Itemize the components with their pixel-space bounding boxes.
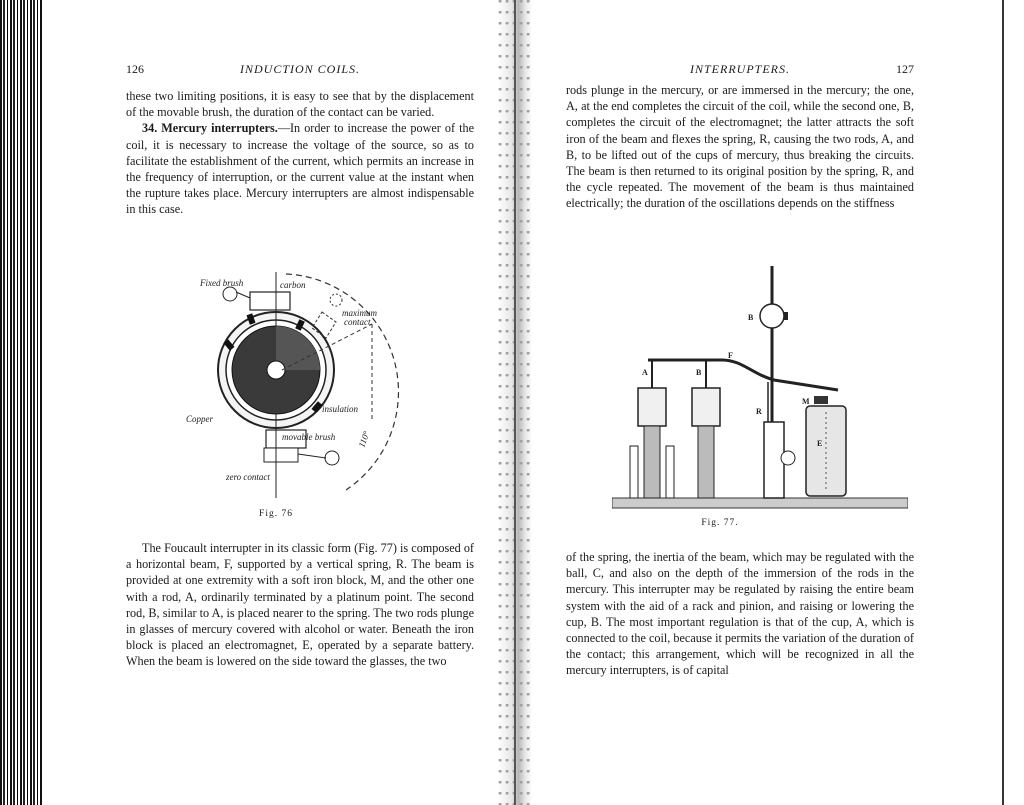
movable-brush-arm	[298, 454, 326, 458]
label-e: E	[817, 439, 823, 448]
foucault-interrupter-diagram	[612, 262, 908, 514]
label-angle: 110°	[356, 429, 372, 449]
label-r: R	[756, 407, 762, 416]
label-copper: Copper	[186, 414, 213, 424]
label-movable-brush: movable brush	[282, 432, 336, 442]
fixed-brush	[250, 292, 290, 310]
support-post-a	[630, 446, 638, 498]
label-a: A	[642, 368, 648, 377]
pillar-b	[698, 426, 714, 498]
left-running-head	[126, 62, 474, 78]
fixed-brush-arm	[236, 292, 250, 298]
max-contact-pivot	[330, 294, 342, 306]
left-paragraph-1: these two limiting positions, it is easy to see that by the displacement of the movable brush, the duration of the contact can be varied.	[126, 89, 474, 120]
left-paragraph-3: The Foucault interrupter in its classic form (Fig. 77) is composed of a horizontal beam, F, supported by a vertical spring, R. The beam is provided at one extremity with a soft iron block, M, and the other one with a rod, A, ordinarily terminated by a platinum point. The second rod, B, similar to A, is placed nearer to the spring. The two rods plunge in glasses of mercury covered with alcohol or water. Beneath the iron block is placed an electromagnet, E, operated by a separate battery. When the beam is lowered on the side toward the glasses, the two	[126, 541, 474, 669]
label-contact: contact	[344, 317, 371, 327]
right-page-number: 127	[896, 62, 914, 76]
label-fixed-brush: Fixed brush	[200, 278, 244, 288]
ball-clamp	[784, 312, 788, 320]
figure-76	[186, 262, 426, 502]
left-page-number: 126	[126, 62, 144, 76]
label-ball: B	[748, 313, 754, 322]
left-paragraph-2-text: —In order to increase the power of the coil, it is necessary to increase the voltage of the source, so as to facilitate the establishment of the current, which permits an increase in the frequency of interruption, or the current value at the instant when the rupture takes place. Mercury interrupters are almost indispensable in this case.	[126, 121, 475, 217]
left-text-top	[126, 88, 474, 218]
book-spine-edge	[0, 0, 42, 805]
right-text-top	[566, 82, 914, 212]
base-plate	[612, 498, 908, 508]
movable-brush-pivot	[325, 451, 339, 465]
right-text-bottom	[566, 549, 914, 679]
label-carbon: carbon	[280, 280, 306, 290]
right-page-edge	[1002, 0, 1004, 805]
iron-block-m	[814, 396, 828, 404]
gutter-fold-line	[514, 0, 516, 805]
label-m: M	[802, 397, 810, 406]
right-running-title: INTERRUPTERS.	[690, 62, 790, 76]
regulating-ball	[760, 304, 784, 328]
label-insulation: insulation	[322, 404, 359, 414]
mercury-glass-a	[638, 388, 666, 426]
mercury-glass-b	[692, 388, 720, 426]
right-running-head	[566, 62, 914, 78]
right-paragraph-1: rods plunge in the mercury, or are immersed in the mercury; the one, A, at the end completes the circuit of the coil, while the second one, B, completes the circuit of the electromagnet; the latter attracts the soft iron of the beam and flexes the spring, R, causing the two rods, A, and B, to be lifted out of the cups of mercury, thus breaking the circuits. The beam is then returned to its original position by the spring, R, and the cycle repeated. The movement of the beam is thus maintained electrically; the duration of the oscillations depends on the stiffness	[566, 83, 914, 211]
label-b: B	[696, 368, 702, 377]
pillar-a	[644, 426, 660, 498]
right-paragraph-2: of the spring, the inertia of the beam, which may be regulated with the ball, C, and also on the depth of the immersion of the rods in the mercury. This interrupter may be regulated by raising the entire beam system with the aid of a rack and pinion, and raising or lowering the cup, B. The most important regulation is that of the cup, A, which is connected to the coil, because it permits the variation of the duration of the contact; this arrangement, which will be recognized in all the mercury interrupters, is of capital	[566, 550, 914, 678]
section-heading: 34. Mercury interrupters.	[142, 121, 278, 136]
fixed-brush-pivot	[223, 287, 237, 301]
figure-76-caption: Fig. 76	[259, 509, 293, 519]
pinion-knob	[781, 451, 795, 465]
figure-77	[612, 262, 908, 514]
left-text-bottom	[126, 540, 474, 670]
support-post-a2	[666, 446, 674, 498]
left-paragraph-2	[126, 120, 474, 217]
brush-holder	[264, 448, 298, 462]
label-maximum: maximum	[342, 308, 377, 318]
label-f: F	[728, 351, 733, 360]
left-running-title: INDUCTION COILS.	[239, 62, 360, 76]
horizontal-beam	[648, 360, 838, 390]
label-zero-contact: zero contact	[226, 472, 270, 482]
figure-77-caption: Fig. 77.	[701, 518, 739, 528]
commutator-diagram	[186, 262, 426, 502]
